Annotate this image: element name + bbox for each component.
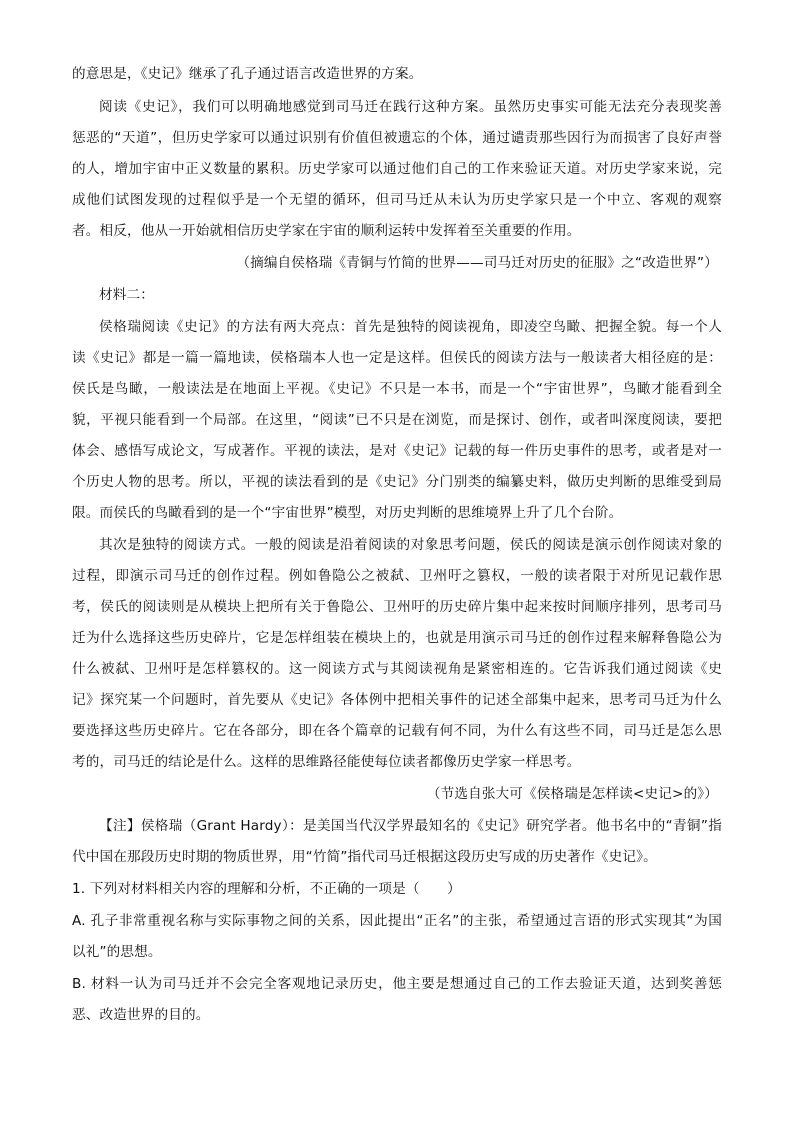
paragraph-start-line: 其次是独特的阅读方式。一般的阅读是沿着阅读的对象思考问题，侯氏的阅读是演示创作阅读对象的 <box>99 537 722 553</box>
text-line: 记》探究某一个问题时，首先要从《史记》各体例中把相关事件的记述全部集中起来，思考司马迁为什么 <box>72 692 722 708</box>
option-a-continued: 以礼”的思想。 <box>72 944 162 960</box>
source-citation: （节选自张大可《侯格瑞是怎样读<史记>的》） <box>426 786 718 802</box>
text-line: 考的，司马迁的结论是什么。这样的思维路径能使每位读者都像历史学家一样思考。 <box>72 754 581 770</box>
paragraph-start-line: 侯格瑞阅读《史记》的方法有两大亮点：首先是独特的阅读视角，即凌空鸟瞰、把握全貌。每一个人 <box>99 319 722 335</box>
text-line: 的意思是，《史记》继承了孔子通过语言改造世界的方案。 <box>72 66 423 82</box>
option-a: A. 孔子非常重视名称与实际事物之间的关系，因此提出“正名”的主张，希望通过言语的形式实现其“为国 <box>72 913 722 929</box>
text-line: 成他们试图发现的过程似乎是一个无望的循环，但司马迁从未认为历史学家只是一个中立、客观的观察 <box>72 192 722 208</box>
text-line: 体会、感悟写成论文，写成著作。平视的读法，是对《史记》记载的每一件历史事件的思考，或者是对一 <box>72 443 722 459</box>
text-line: 读《史记》都是一篇一篇地读，侯格瑞本人也一定是这样。但侯氏的阅读方法与一般读者大相径庭的是： <box>72 350 722 366</box>
text-line: 者。相反，他从一开始就相信历史学家在宇宙的顺利运转中发挥着至关重要的作用。 <box>72 223 581 239</box>
text-line: 考，侯氏的阅读则是从模块上把所有关于鲁隐公、卫州吁的历史碎片集中起来按时间顺序排列，思考司马 <box>72 599 722 615</box>
option-b-continued: 恶、改造世界的目的。 <box>72 1007 210 1023</box>
text-line: 限。而侯氏的鸟瞰看到的是一个“宇宙世界”模型，对历史判断的思维境界上升了几个台阶。 <box>72 505 623 521</box>
text-line: 要选择这些历史碎片。它在各部分，即在各个篇章的记载有何不同，为什么有这些不同，司马迁是怎么思 <box>72 723 722 739</box>
text-line: 什么被弑、卫州吁是怎样篡权的。这一阅读方式与其阅读视角是紧密相连的。它告诉我们通过阅读《史 <box>72 661 722 677</box>
text-line: 过程，即演示司马迁的创作过程。例如鲁隐公之被弑、卫州吁之篡权，一般的读者限于对所见记载作思 <box>72 568 722 584</box>
text-line: 惩恶的“天道”，但历史学家可以通过识别有价值但被遗忘的个体，通过谴责那些因行为而损害了良好声誉 <box>72 130 722 146</box>
note-line: 【注】侯格瑞（Grant Hardy）：是美国当代汉学界最知名的《史记》研究学者。他书名中的“青铜”指 <box>99 818 722 834</box>
question-stem: 1. 下列对材料相关内容的理解和分析，不正确的一项是（ ） <box>72 881 461 897</box>
note-line: 代中国在那段历史时期的物质世界，用“竹简”指代司马迁根据这段历史写成的历史著作《史记》。 <box>72 849 657 865</box>
text-line: 的人，增加宇宙中正义数量的累积。历史学家可以通过他们自己的工作来验证天道。对历史学家来说，完 <box>72 161 722 177</box>
section-heading: 材料二： <box>99 287 154 303</box>
text-line: 侯氏是鸟瞰，一般读法是在地面上平视。《史记》不只是一本书，而是一个“宇宙世界”，鸟瞰才能看到全 <box>72 381 722 397</box>
text-line: 个历史人物的思考。所以，平视的读法看到的是《史记》分门别类的编纂史料，做历史判断的思维受到局 <box>72 474 722 490</box>
source-citation: （摘编自侯格瑞《青铜与竹简的世界——司马迁对历史的征服》之“改造世界”） <box>236 255 718 271</box>
text-line: 貌，平视只能看到一个局部。在这里，“阅读”已不只是在浏览，而是探讨、创作，或者叫深度阅读，要把 <box>72 412 722 428</box>
paragraph-start-line: 阅读《史记》，我们可以明确地感觉到司马迁在践行这种方案。虽然历史事实可能无法充分表现奖善 <box>99 99 722 115</box>
text-line: 迁为什么选择这些历史碎片，它是怎样组装在模块上的，也就是用演示司马迁的创作过程来解释鲁隐公为 <box>72 630 722 646</box>
option-b: B. 材料一认为司马迁并不会完全客观地记录历史，他主要是想通过自己的工作去验证天道，达到奖善惩 <box>72 976 722 992</box>
